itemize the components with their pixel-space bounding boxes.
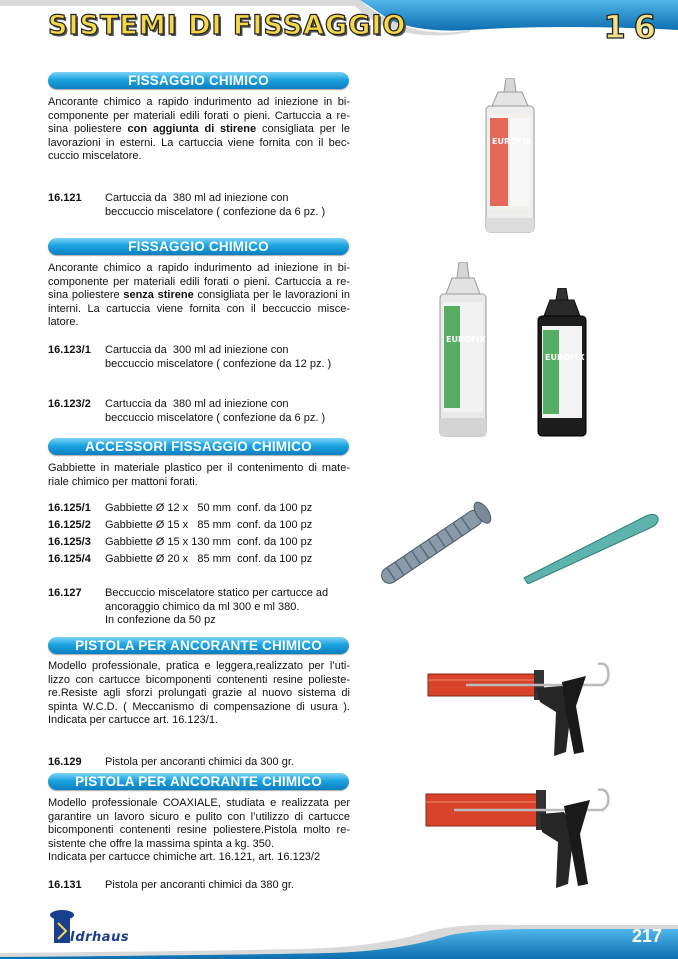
product-code: 16.125/3 xyxy=(48,536,91,548)
section-description: Modello professionale COAXIALE, studiata e realizzata per garantire un lavoro sicuro e pulito con l’utilizzo di cartucce bicomponenti contenenti resine poliestere.Pistola molto re-sistente che offre la massima spinta a kg. 350. Indicata per cartucce chimiche art. 16.121, art. 16.123/2 xyxy=(48,797,350,864)
product-description: Gabbiette Ø 12 x 50 mm conf. da 100 pz xyxy=(105,502,313,514)
product-description: Pistola per ancoranti chimici da 300 gr. xyxy=(105,756,294,768)
brand-label: EUROFIX xyxy=(545,353,585,362)
product-description: Gabbiette Ø 20 x 85 mm conf. da 100 pz xyxy=(105,553,313,565)
mesh-sleeve-image xyxy=(368,498,504,590)
cartridge-380-image xyxy=(478,78,542,236)
product-code: 16.123/2 xyxy=(48,398,91,410)
cartridge-380-black-image xyxy=(534,288,590,440)
product-description: Cartuccia da 380 ml ad iniezione con beccuccio miscelatore ( confezione da 6 pz. ) xyxy=(105,398,326,424)
product-description: Cartuccia da 300 ml ad iniezione con beccuccio miscelatore ( confezione da 12 pz. ) xyxy=(105,344,332,370)
page-number: 217 xyxy=(631,926,662,946)
cartridge-300-image xyxy=(434,262,492,440)
product-code: 16.121 xyxy=(48,192,82,204)
section-title-accessori: ACCESSORI FISSAGGIO CHIMICO xyxy=(48,438,349,455)
section-description: Modello professionale, pratica e leggera,realizzato per l’uti-lizzo con cartucce bicomponenti contenenti resine polieste-re.Resiste agli sforzi prolungati grazie al nuovo sistema di spinta W.C.D. ( Meccanismo di compensazione di usura ). Indicata per cartucce art. 16.123/1. xyxy=(48,660,350,727)
product-code: 16.131 xyxy=(48,879,82,891)
chapter-number: 16 xyxy=(603,8,664,46)
page-title: SISTEMI DI FISSAGGIO xyxy=(48,10,407,41)
caulking-gun-300-image xyxy=(426,656,612,766)
section-title-fissaggio-chimico-1: FISSAGGIO CHIMICO xyxy=(48,72,349,89)
product-description: Pistola per ancoranti chimici da 380 gr. xyxy=(105,879,294,891)
section-description: Gabbiette in materiale plastico per il contenimento di mate-riale chimico per mattoni forati. xyxy=(48,462,350,488)
product-code: 16.125/2 xyxy=(48,519,91,531)
brand-label: EUROFIX xyxy=(446,335,486,344)
section-title-pistola-1: PISTOLA PER ANCORANTE CHIMICO xyxy=(48,637,349,654)
product-code: 16.129 xyxy=(48,756,82,768)
product-code: 16.123/1 xyxy=(48,344,91,356)
company-logo-text: Idrhaus xyxy=(70,930,130,945)
section-description: Ancorante chimico a rapido indurimento ad iniezione in bi-componente per materiali edili forati o pieni. Cartuccia a re-sina poliestere senza stirene consigliata per le lavorazioni in interni. La cartuccia viene fornita con il beccuccio misce-latore. xyxy=(48,262,350,329)
product-code: 16.125/4 xyxy=(48,553,91,565)
section-title-fissaggio-chimico-2: FISSAGGIO CHIMICO xyxy=(48,238,349,255)
product-description: Beccuccio miscelatore statico per cartucce ad ancoraggio chimico da ml 300 e ml 380. In confezione da 50 pz xyxy=(105,587,329,627)
section-description: Ancorante chimico a rapido indurimento ad iniezione in bi-componente per materiali edili forati o pieni. Cartuccia a re-sina poliestere con aggiunta di stirene consigliata per le lavorazioni in esterni. La cartuccia viene fornita con il bec-cuccio miscelatore. xyxy=(48,96,350,163)
brand-label: EUROFIX xyxy=(492,137,532,146)
section-title-pistola-2: PISTOLA PER ANCORANTE CHIMICO xyxy=(48,773,349,790)
product-description: Gabbiette Ø 15 x 85 mm conf. da 100 pz xyxy=(105,519,313,531)
product-code: 16.125/1 xyxy=(48,502,91,514)
caulking-gun-380-image xyxy=(424,784,614,896)
product-code: 16.127 xyxy=(48,587,82,599)
mixer-nozzle-image xyxy=(520,508,660,584)
product-description: Cartuccia da 380 ml ad iniezione con beccuccio miscelatore ( confezione da 6 pz. ) xyxy=(105,192,326,218)
product-description: Gabbiette Ø 15 x 130 mm conf. da 100 pz xyxy=(105,536,313,548)
